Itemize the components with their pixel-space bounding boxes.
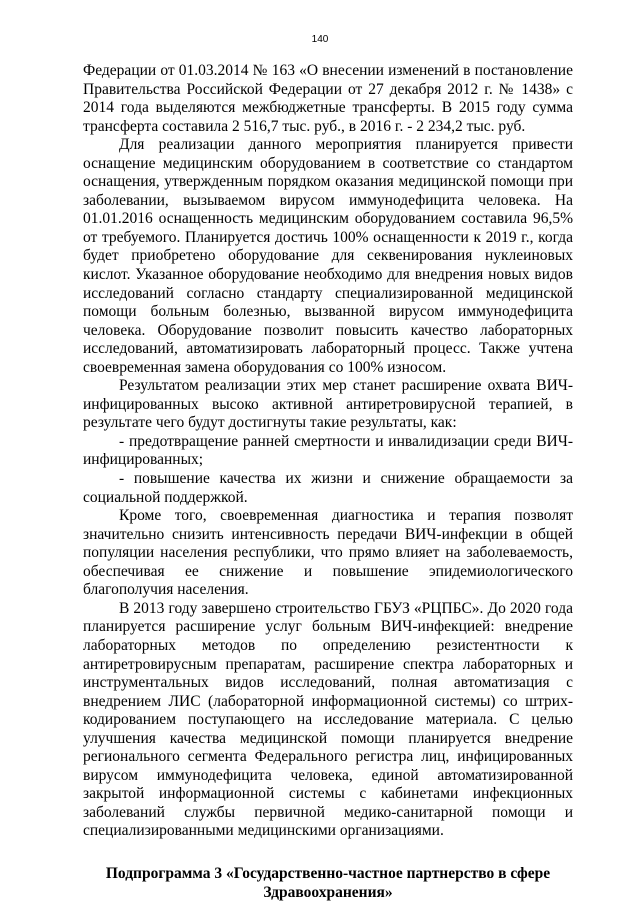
paragraph-construction: В 2013 году завершено строительство ГБУЗ «РЦПБС». До 2020 года планируется расширение услуг больным ВИЧ-инфекцией: внедрение лабораторных методов по определению резистентности к антиретровирусным препаратам, расширение спектра лабораторных и инструментальных видов исследований, полная автоматизация с внедрением ЛИС (лабораторной информационной системы) со штрих-кодированием поступающего на исследование материала. С целью улучшения качества медицинской помощи планируется внедрение регионального сегмента Федерального регистра лиц, инфицированных вирусом иммунодефицита человека, единой автоматизированной закрытой информационной системы с кабинетами инфекционных заболеваний службы первичной медико-санитарной помощи и специализированными медицинскими организациями.	[83, 599, 573, 840]
page-body	[83, 62, 573, 902]
list-item-quality-of-life: - повышение качества их жизни и снижение обращаемости за социальной поддержкой.	[83, 470, 573, 506]
paragraph-equipment: Для реализации данного мероприятия планируется привести оснащение медицинским оборудованием в соответствие со стандартом оснащения, утвержденным порядком оказания медицинской помощи при заболевании, вызываемом вирусом иммунодефицита человека. На 01.01.2016 оснащенность медицинским оборудованием составила 96,5% от требуемого. Планируется достичь 100% оснащенности к 2019 г., когда будет приобретено оборудование для секвенирования нуклеиновых кислот. Указанное оборудование необходимо для внедрения новых видов исследований согласно стандарту специализированной медицинской помощи больным болезнью, вызванной вирусом иммунодефицита человека. Оборудование позволит повысить качество лабораторных исследований, автоматизировать лабораторный процесс. Также учтена своевременная замена оборудования со 100% износом.	[83, 136, 573, 376]
subprogram-heading: Подпрограмма 3 «Государственно-частное партнерство в сфере Здравоохранения»	[105, 864, 551, 901]
paragraph-results-intro: Результатом реализации этих мер станет расширение охвата ВИЧ-инфицированных высоко активной антиретровирусной терапией, в результате чего будут достигнуты такие результаты, как:	[83, 377, 573, 432]
paragraph-continuation: Федерации от 01.03.2014 № 163 «О внесении изменений в постановление Правительства Российской Федерации от 27 декабря 2012 г. № 1438» с 2014 года выделяются межбюджетные трансферты. В 2015 году сумма трансферта составила 2 516,7 тыс. руб., в 2016 г. - 2 234,2 тыс. руб.	[83, 62, 573, 135]
list-item-mortality: - предотвращение ранней смертности и инвалидизации среди ВИЧ-инфицированных;	[83, 432, 573, 469]
paragraph-diagnostics: Кроме того, своевременная диагностика и терапия позволят значительно снизить интенсивность передачи ВИЧ-инфекции в общей популяции населения республики, что прямо влияет на заболеваемость, обеспечивая ее снижение и повышение эпидемиологического благополучия населения.	[83, 507, 573, 599]
page-number: 140	[311, 34, 329, 45]
